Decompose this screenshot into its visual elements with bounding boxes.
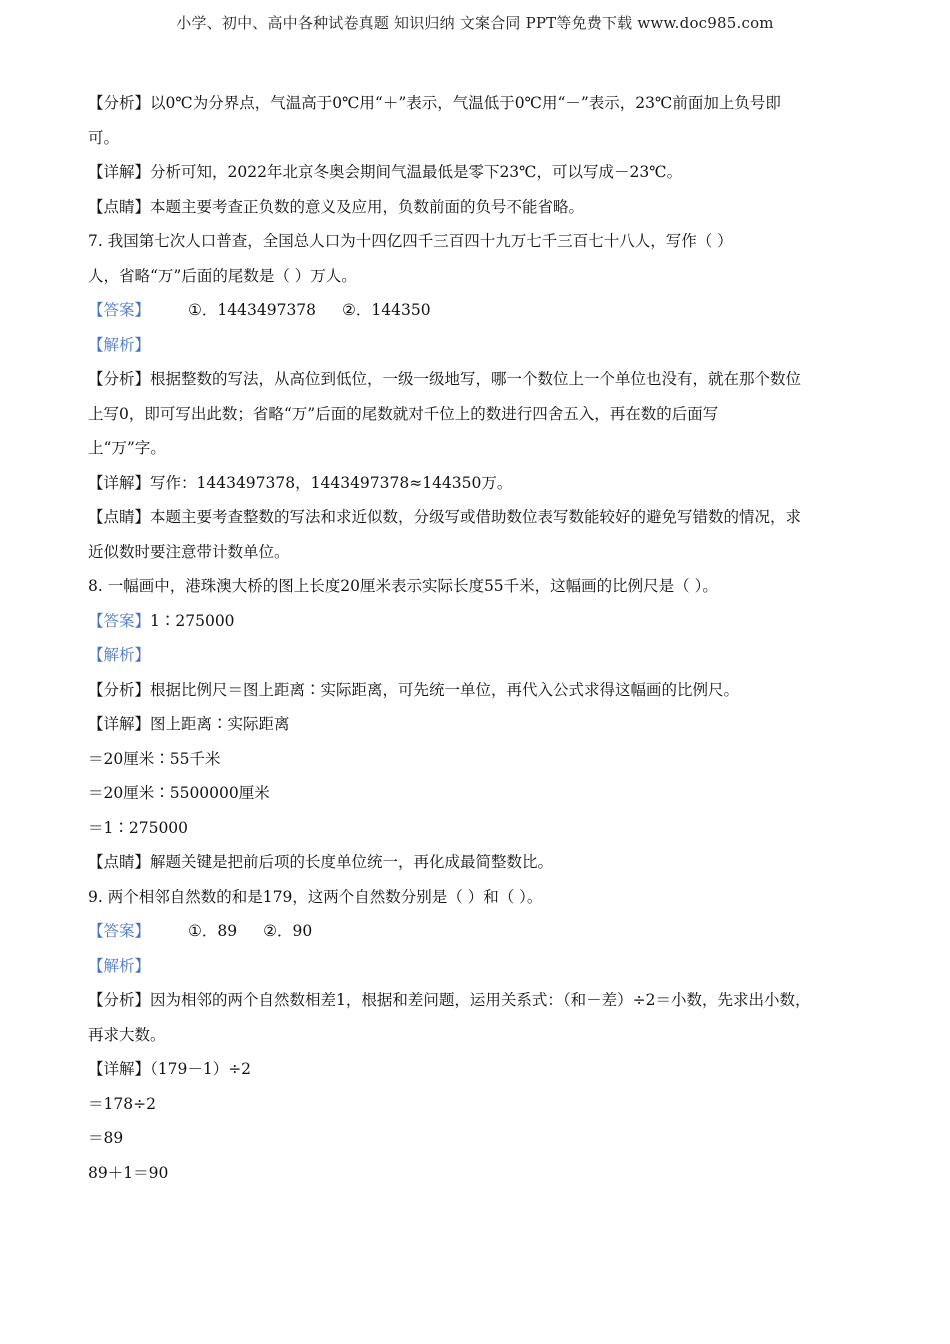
calc-line: ＝89 [88,1129,124,1147]
solution-label: 【解析】 [88,335,151,354]
analysis-line: 【分析】根据比例尺＝图上距离∶实际距离，可先统一单位，再代入公式求得这幅画的比例尺。 [88,680,740,699]
answer-2: ②．90 [263,922,313,940]
answer-label: 【答案】 [88,301,151,319]
comment-line: 【点睛】本题主要考查整数的写法和求近似数，分级写或借助数位表写数能较好的避免写错数的情况，求 [88,508,802,526]
analysis-line: 【分析】因为相邻的两个自然数相差1，根据和差问题，运用关系式：（和－差）÷2＝小数，先求出小数， [88,991,811,1009]
question-7-cont: 人，省略“万”后面的尾数是（ ）万人。 [88,266,357,285]
question-8: 8. 一幅画中，港珠澳大桥的图上长度20厘米表示实际长度55千米，这幅画的比例尺是（ ）。 [88,577,718,595]
question-7: 7. 我国第七次人口普查，全国总人口为十四亿四千三百四十九万七千三百七十八人，写作（ ） [88,232,733,250]
text-line: 再求大数。 [88,1025,166,1044]
solution-label: 【解析】 [88,956,151,975]
document-body [88,86,870,1190]
calc-line: ＝178÷2 [88,1094,156,1113]
calc-line: ＝20厘米∶5500000厘米 [88,784,270,802]
detail-line: 【详解】图上距离∶实际距离 [88,715,290,733]
calc-line: ＝20厘米∶55千米 [88,749,221,768]
answer-label: 【答案】 [88,611,151,630]
comment-line: 【点睛】本题主要考查正负数的意义及应用，负数前面的负号不能省略。 [88,197,585,216]
page-header: 小学、初中、高中各种试卷真题 知识归纳 文案合同 PPT等免费下载 www.doc985.com [176,14,774,32]
answer-1: ①．89 [188,922,238,940]
answer-line-7 [88,293,870,328]
answer-label: 【答案】 [88,922,151,940]
answer-line-9 [88,914,870,949]
text-line: 近似数时要注意带计数单位。 [88,542,290,561]
analysis-line: 【分析】根据整数的写法，从高位到低位，一级一级地写，哪一个数位上一个单位也没有，就在那个数位 [88,370,802,388]
answer-1: ①．1443497378 [188,301,317,319]
comment-line: 【点睛】解题关键是把前后项的长度单位统一，再化成最简整数比。 [88,853,554,871]
question-9: 9. 两个相邻自然数的和是179，这两个自然数分别是（ ）和（ ）。 [88,887,543,906]
detail-line: 【详解】分析可知，2022年北京冬奥会期间气温最低是零下23℃，可以写成－23℃。 [88,163,683,181]
answer-line-8 [88,604,870,639]
calc-line: ＝1∶275000 [88,818,189,837]
calc-line: 89＋1＝90 [88,1163,169,1182]
text-line: 上“万”字。 [88,439,166,457]
analysis-line: 【分析】以0℃为分界点，气温高于0℃用“＋”表示，气温低于0℃用“－”表示，23℃前面加上负号即 [88,94,781,112]
answer-2: ②．144350 [342,301,431,319]
detail-line: 【详解】写作：1443497378，1443497378≈144350万。 [88,473,513,492]
text-line: 上写0，即可写出此数；省略“万”后面的尾数就对千位上的数进行四舍五入，再在数的后面写 [88,404,719,423]
answer-value: 1∶275000 [150,611,235,630]
text-line: 可。 [88,128,120,147]
detail-line: 【详解】（179－1）÷2 [88,1060,252,1078]
solution-label: 【解析】 [88,646,151,664]
